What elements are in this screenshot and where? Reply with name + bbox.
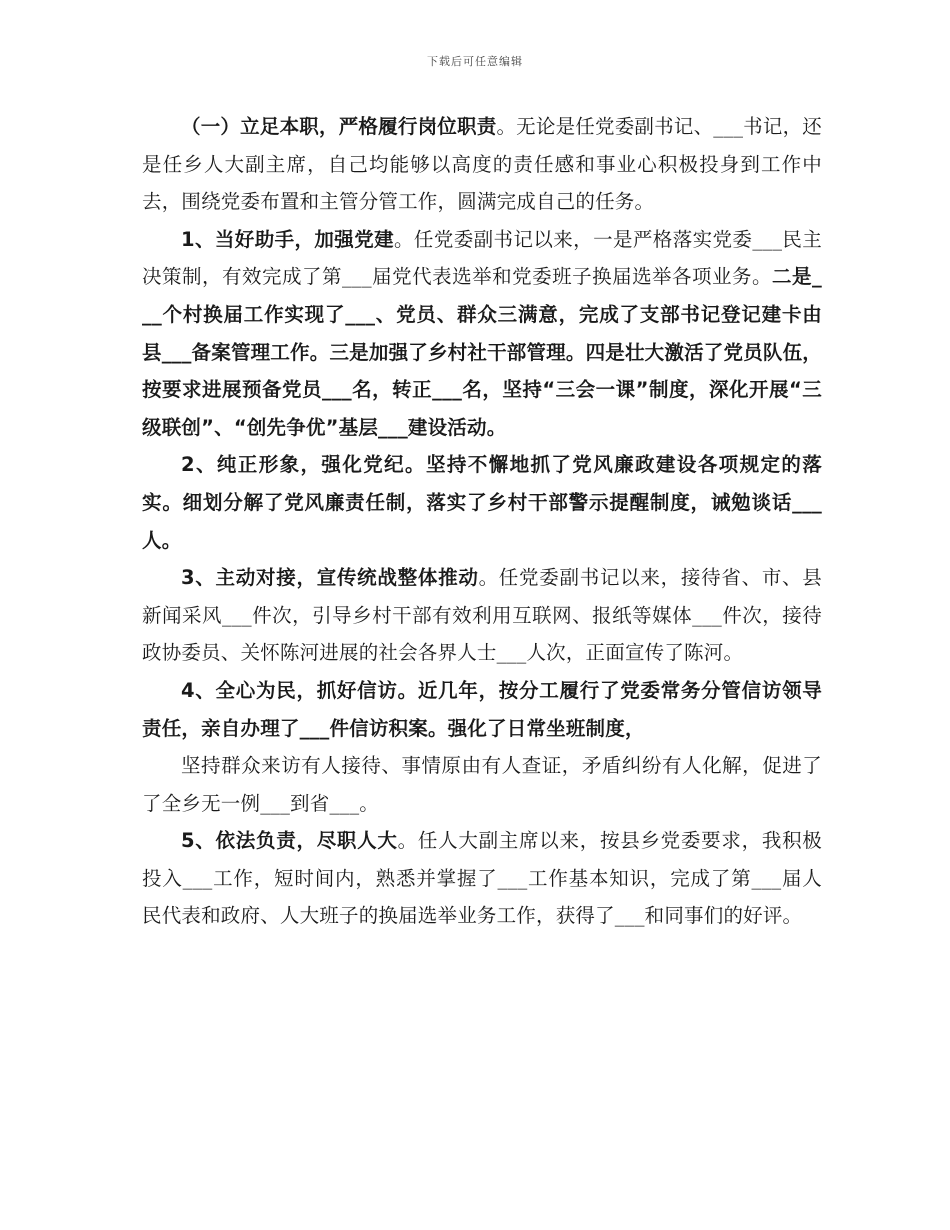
- paragraph-item-2: 2、纯正形象，强化党纪。坚持不懈地抓了党风廉政建设各项规定的落实。细划分解了党风廉责任制，落实了乡村干部警示提醒制度，诫勉谈话___人。: [142, 453, 822, 552]
- page-header: 下载后可任意编辑: [427, 55, 523, 68]
- paragraph-item-1: [142, 221, 822, 447]
- paragraph-item-3: [142, 559, 822, 672]
- paragraph-section-one: [142, 108, 822, 221]
- paragraph-text: 。任人大副主席以来，按县乡党委要求，我积极投入___工作，短时间内，熟悉并掌握了___工作基本知识，完成了第___届人民代表和政府、人大班子的换届选举业务工作，获得了___和同事们的好评。: [142, 829, 822, 928]
- paragraph-text: 。任党委副书记以来，一是严格落实党委___民主决策制，有效完成了第___届党代表选举和党委班子换届选举各项业务。: [142, 227, 822, 289]
- paragraph-text: 。无论是任党委副书记、___书记，还是任乡人大副主席，自己均能够以高度的责任感和事业心积极投身到工作中去，围绕党委布置和主管分管工作，圆满完成自己的任务。: [142, 115, 822, 214]
- paragraph-item-4-continued: 坚持群众来访有人接待、事情原由有人查证，矛盾纠纷有人化解，促进了了全乡无一例___到省___。: [142, 754, 822, 815]
- paragraph-text: 。任党委副书记以来，接待省、市、县新闻采风___件次，引导乡村干部有效利用互联网、报纸等媒体___件次，接待政协委员、关怀陈河进展的社会各界人士___人次，正面宣传了陈河。: [142, 566, 822, 665]
- document-body: [142, 108, 822, 935]
- section-heading: （一）立足本职，严格履行岗位职责: [181, 115, 497, 138]
- item-heading: 3、主动对接，宣传统战整体推动: [181, 566, 479, 590]
- paragraph-item-4: 4、全心为民，抓好信访。近几年，按分工履行了党委常务分管信访领导责任，亲自办理了___件信访积案。强化了日常坐班制度，: [142, 678, 822, 740]
- paragraph-bold-text: 二是___个村换届工作实现了___、党员、群众三满意，完成了支部书记登记建卡由县___备案管理工作。三是加强了乡村社干部管理。四是壮大激活了党员队伍，按要求进展预备党员___名，转正___名，坚持“三会一课”制度，深化开展“三级联创”、“创先争优”基层___建设活动。: [142, 265, 822, 439]
- item-heading: 1、当好助手，加强党建: [181, 227, 395, 251]
- paragraph-item-5: [142, 822, 822, 935]
- item-heading: 5、依法负责，尽职人大: [181, 829, 398, 853]
